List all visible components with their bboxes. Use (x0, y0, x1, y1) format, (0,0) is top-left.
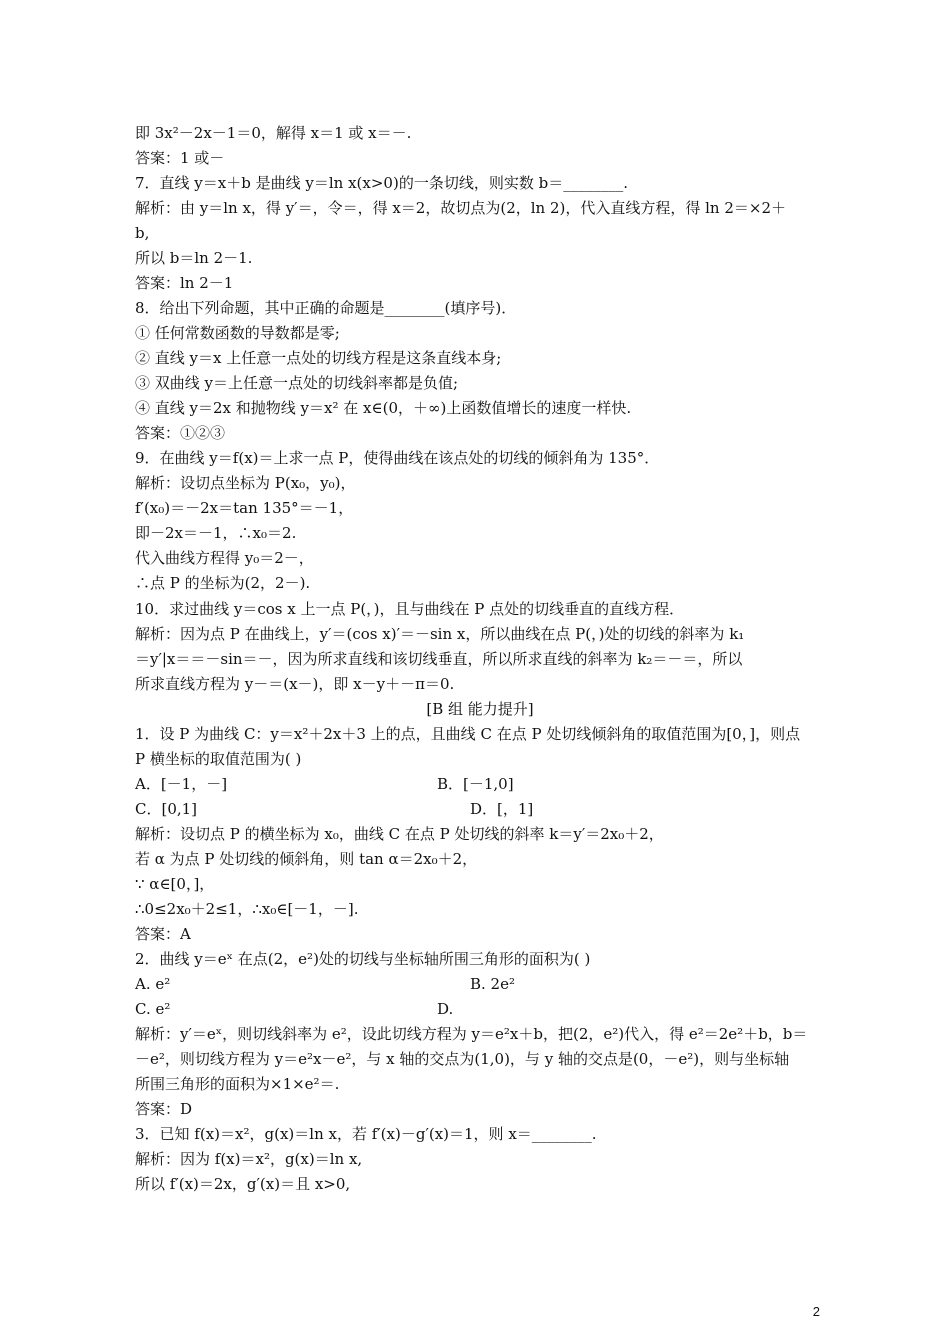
text-line: 2．曲线 y＝eˣ 在点(2，e²)处的切线与坐标轴所围三角形的面积为( ) (135, 950, 591, 968)
text-line: 代入曲线方程得 y₀＝2－， (135, 549, 314, 567)
text-line: 解析：y′＝eˣ，则切线斜率为 e²，设此切线方程为 y＝e²x＋b，把(2，e²)代入，得 e²＝2e²＋b，b＝ (135, 1025, 808, 1043)
text-line: ∵ α∈[0，]， (135, 875, 215, 893)
text-line: 解析：因为 f(x)＝x²，g(x)＝ln x, (135, 1150, 363, 1168)
text-line: 答案：A (135, 925, 191, 943)
text-line: 即 3x²－2x－1＝0，解得 x＝1 或 x＝－. (135, 124, 412, 142)
text-line: 解析：因为点 P 在曲线上，y′＝(cos x)′＝－sin x，所以曲线在点 P(，)处的切线的斜率为 k₁ (135, 625, 745, 643)
text-line: f′(x₀)＝－2x＝tan 135°＝－1， (135, 499, 354, 517)
section-heading: [B 组 能力提升] (426, 700, 534, 718)
text-line: 解析：由 y＝ln x，得 y′＝，令＝，得 x＝2，故切点为(2，ln 2)，代入直线方程，得 ln 2＝×2＋ (135, 199, 787, 217)
text-line: 解析：设切点 P 的横坐标为 x₀，曲线 C 在点 P 处切线的斜率 k＝y′＝2x₀＋2， (135, 825, 664, 843)
text-line: ∴0≤2x₀＋2≤1，∴x₀∈[－1，－]. (135, 900, 359, 918)
text-line: 10．求过曲线 y＝cos x 上一点 P(，)，且与曲线在 P 点处的切线垂直的直线方程． (135, 600, 685, 618)
option-d: D. (437, 1000, 454, 1018)
option-b: B. 2e² (470, 975, 515, 993)
text-line: 答案：ln 2－1 (135, 274, 234, 292)
text-line: 所以 b＝ln 2－1. (135, 249, 253, 267)
text-line: 3．已知 f(x)＝x²，g(x)＝ln x，若 f′(x)－g′(x)＝1，则 x＝________. (135, 1125, 597, 1143)
text-line: 即－2x＝－1，∴x₀＝2. (135, 524, 297, 542)
text-line: P 横坐标的取值范围为( ) (135, 750, 302, 768)
text-line: 8．给出下列命题，其中正确的命题是________(填序号)． (135, 299, 517, 317)
text-line: 若 α 为点 P 处切线的倾斜角，则 tan α＝2x₀＋2， (135, 850, 478, 868)
text-line: ① 任何常数函数的导数都是零; (135, 324, 340, 342)
text-line: －e²，则切线方程为 y＝e²x－e²，与 x 轴的交点为(1,0)，与 y 轴的交点是(0，－e²)，则与坐标轴 (135, 1050, 790, 1068)
text-line: 9．在曲线 y＝f(x)＝上求一点 P，使得曲线在该点处的切线的倾斜角为 135°． (135, 449, 660, 467)
option-b: B．[－1,0] (437, 775, 514, 793)
text-line: b, (135, 224, 150, 242)
text-line: ③ 双曲线 y＝上任意一点处的切线斜率都是负值; (135, 374, 459, 392)
text-line: ＝y′|x＝＝－sin＝－，因为所求直线和该切线垂直，所以所求直线的斜率为 k₂＝－＝，所以 (135, 650, 743, 668)
text-line: ∴点 P 的坐标为(2，2－). (135, 574, 311, 592)
option-c: C. e² (135, 1000, 171, 1018)
text-line: 1．设 P 为曲线 C：y＝x²＋2x＋3 上的点，且曲线 C 在点 P 处切线倾斜角的取值范围为[0，]，则点 (135, 725, 801, 743)
text-line: 所求直线方程为 y－＝(x－)，即 x－y＋－π＝0. (135, 675, 455, 693)
text-line: ④ 直线 y＝2x 和抛物线 y＝x² 在 x∈(0，＋∞)上函数值增长的速度一样快. (135, 399, 632, 417)
text-line: 答案：①②③ (135, 424, 226, 442)
text-line: 答案：1 或－ (135, 149, 225, 167)
text-line: 答案：D (135, 1100, 193, 1118)
text-line: 解析：设切点坐标为 P(x₀，y₀)， (135, 474, 356, 492)
text-line: 所围三角形的面积为×1×e²＝. (135, 1075, 340, 1093)
option-a: A．[－1，－] (135, 775, 228, 793)
text-line: 所以 f′(x)＝2x，g′(x)＝且 x>0, (135, 1175, 351, 1193)
text-line: 7．直线 y＝x＋b 是曲线 y＝ln x(x>0)的一条切线，则实数 b＝________. (135, 174, 628, 192)
option-a: A. e² (135, 975, 171, 993)
option-c: C．[0,1] (135, 800, 198, 818)
text-line: ② 直线 y＝x 上任意一点处的切线方程是这条直线本身; (135, 349, 502, 367)
option-d: D．[，1] (470, 800, 534, 818)
page-number: 2 (812, 1304, 820, 1319)
